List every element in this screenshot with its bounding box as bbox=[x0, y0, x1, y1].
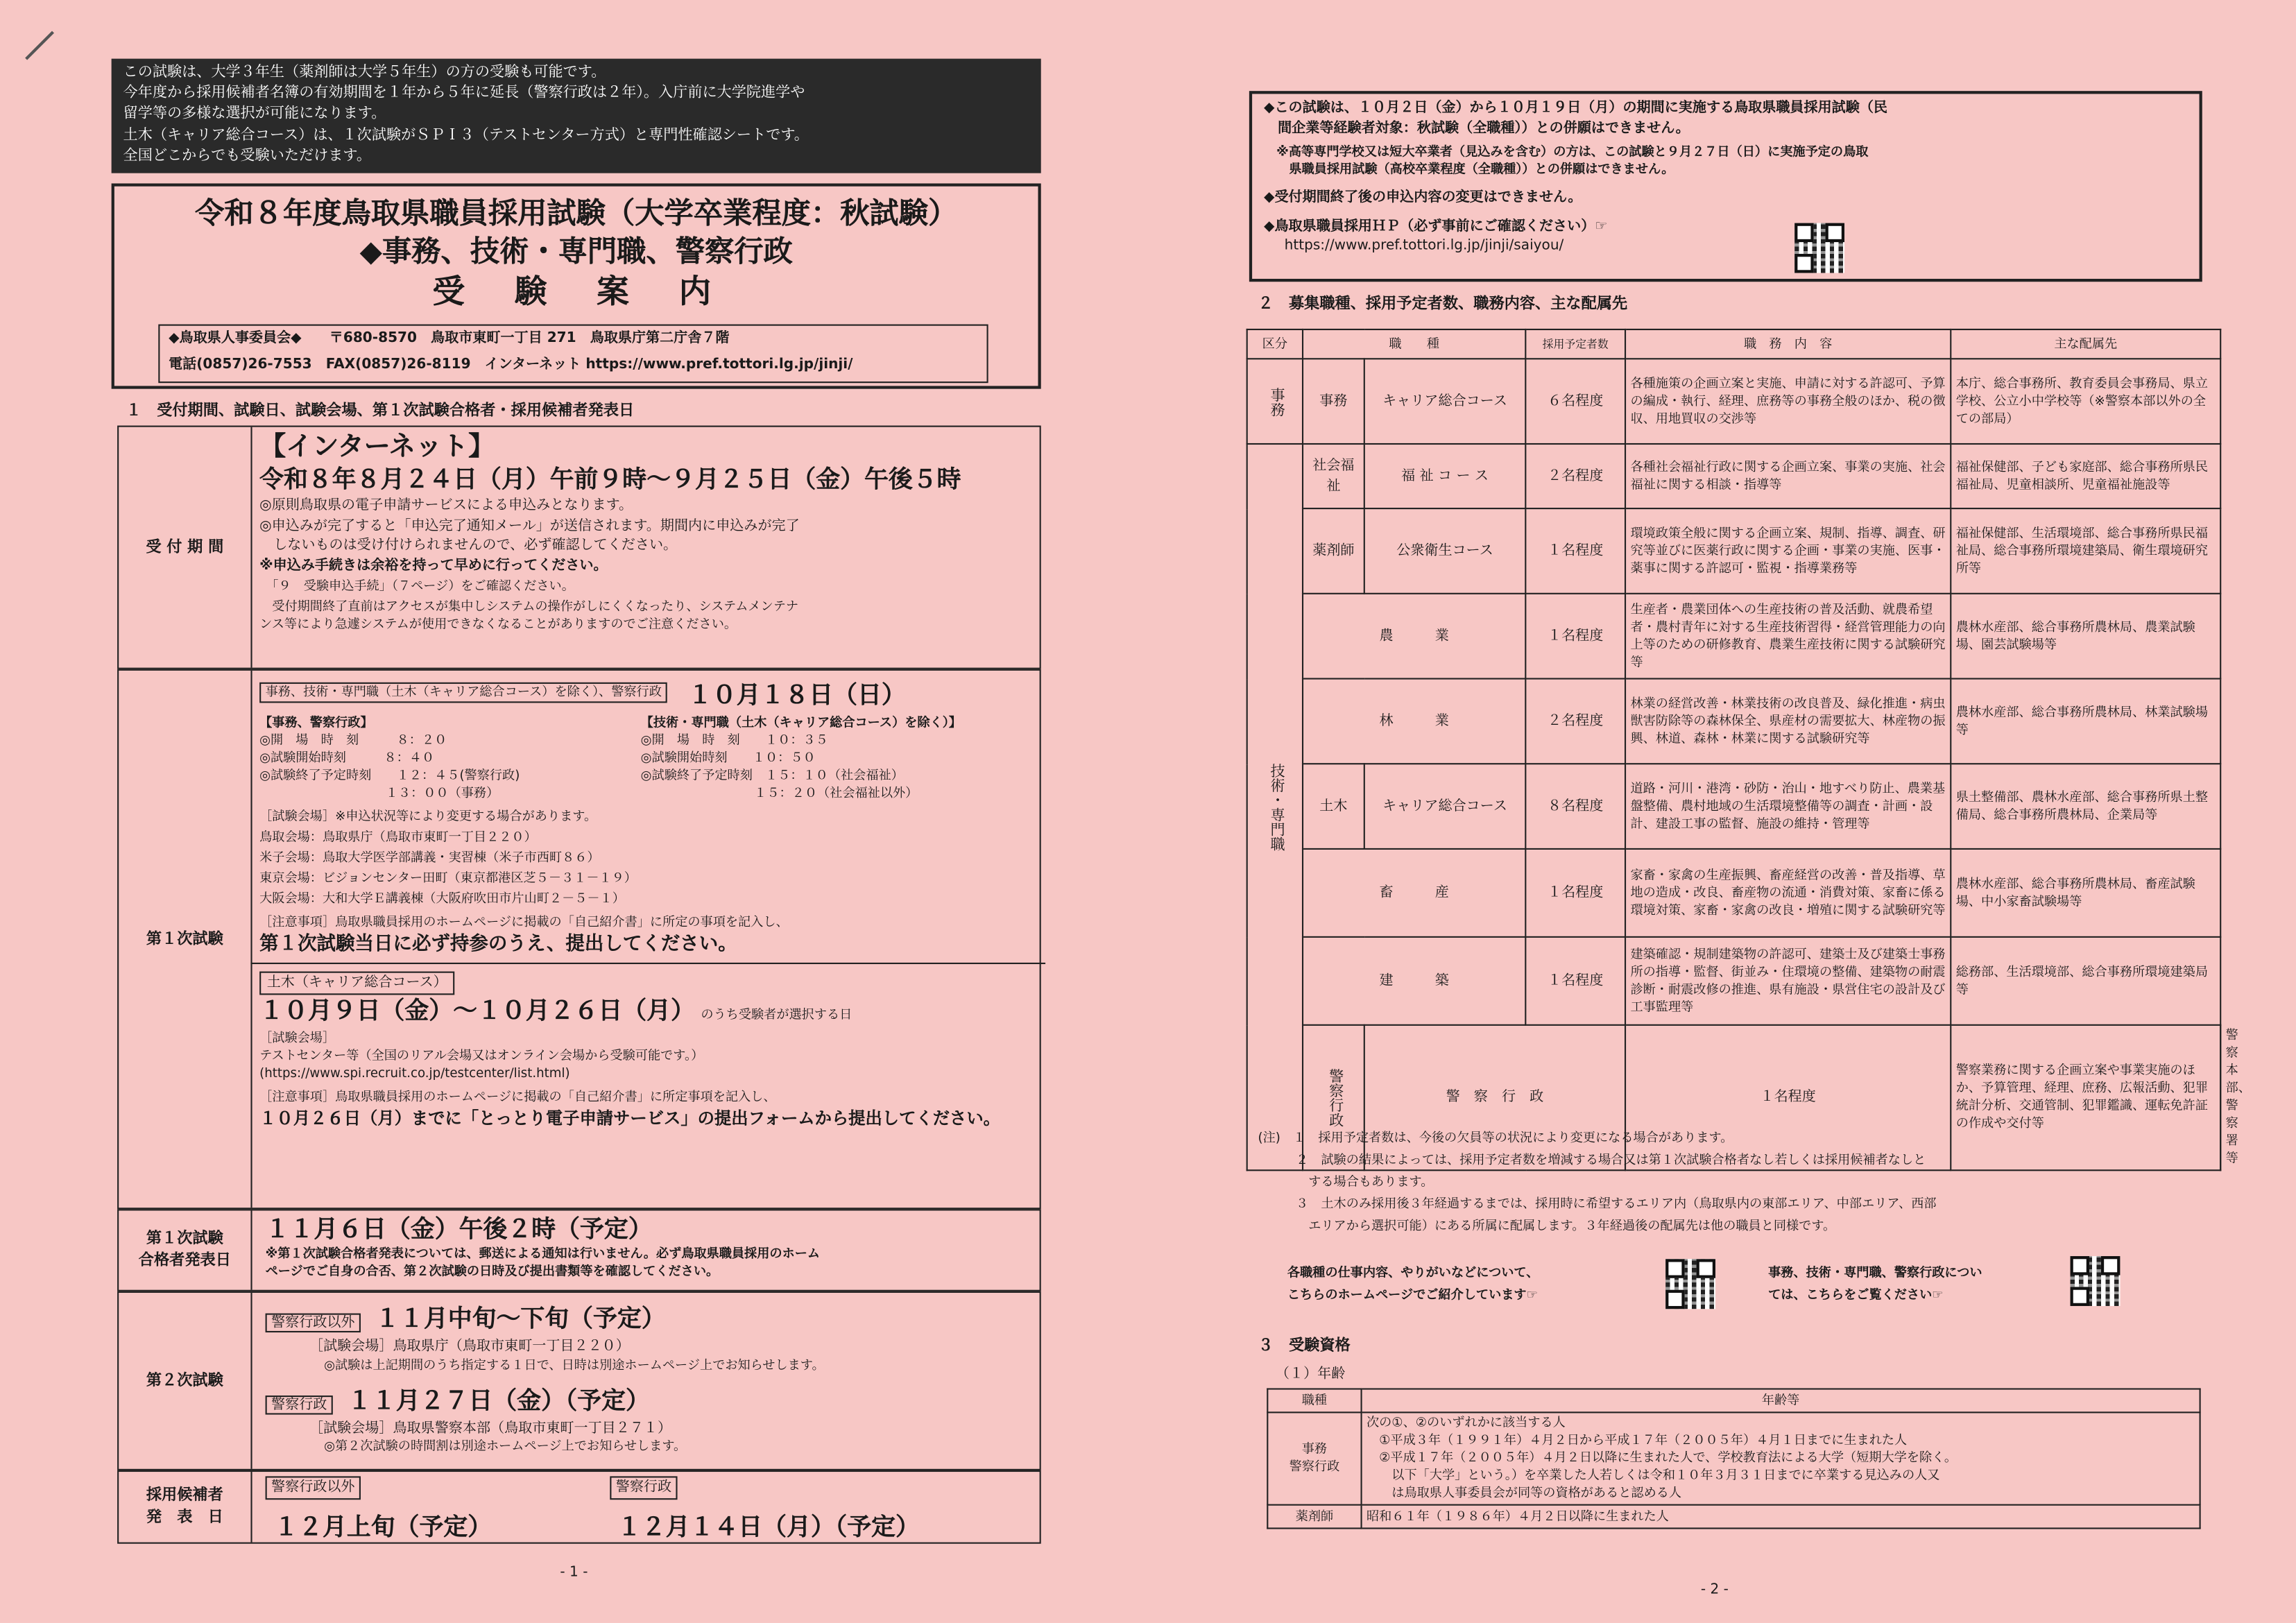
important-line: ※高等専門学校又は短大卒業者（見込みを含む）の方は、この試験と９月２７日（日）に実施予定の鳥取 bbox=[1264, 145, 1869, 161]
schedule-line: ◎試験終了予定時刻 １５：１０（社会福祉） bbox=[640, 768, 904, 784]
dept-cell: 本庁、総合事務所、教育委員会事務局、県立学校、公立小中学校等（※警察本部以外の全ての部局） bbox=[1951, 359, 2220, 444]
duty-cell: 環境政策全般に関する企画立案、規制、指導、調査、研究等並びに医薬行政に関する企画・事業の実施、医事・薬事に関する許認可・監視・指導業務等 bbox=[1625, 508, 1951, 594]
exam-tag: 警察行政 bbox=[610, 1476, 677, 1499]
schedule-line: ◎開 場 時 刻 ８：２０ bbox=[259, 733, 447, 749]
doboku-date: １０月９日（金）～１０月２６日（月） bbox=[259, 995, 695, 1024]
table-notes bbox=[1258, 1130, 2197, 1235]
count-cell: １名程度 bbox=[1625, 1025, 1951, 1170]
exam-tag: 警察行政 bbox=[266, 1395, 333, 1414]
dept-cell: 農林水産部、総合事務所農林局、農業試験場、園芸試験場等 bbox=[1951, 594, 2220, 679]
course-cell: 公衆衛生コース bbox=[1364, 508, 1526, 594]
duty-cell: 建築確認・規制建築物の許認可、建築士及び建築士事務所の指導・監督、街並み・住環境の整備、建築物の耐震診断・耐震改修の推進、県有施設・県営住宅の設計及び工事監理等 bbox=[1625, 937, 1951, 1025]
category-cell bbox=[1247, 444, 1303, 1170]
org-line: ◆鳥取県人事委員会◆ 〒680-8570 鳥取市東町一丁目 271 鳥取県庁第二庁舎７階 bbox=[169, 330, 730, 347]
first-exam-warning: 第１次試験当日に必ず持参のうえ、提出してください。 bbox=[259, 933, 737, 956]
important-line: 県職員採用試験（高校卒業程度（全職種））との併願はできません。 bbox=[1264, 163, 1674, 178]
table-row bbox=[1247, 764, 2221, 849]
category-label: 技術・専門職 bbox=[1267, 763, 1283, 852]
first-pass-note: ※第１次試験合格者発表については、郵送による通知は行いません。必ず鳥取県職員採用のホーム bbox=[265, 1247, 821, 1262]
job-cell: 建 築 bbox=[1303, 937, 1525, 1025]
first-exam-date: １０月１８日（日） bbox=[687, 680, 906, 709]
reception-note: しないものは受け付けられませんので、必ず確認してください。 bbox=[259, 537, 678, 554]
page-number: - 2 - bbox=[1700, 1581, 1729, 1598]
count-cell: ８名程度 bbox=[1525, 764, 1625, 849]
venue-line: ［試験会場］鳥取県警察本部（鳥取市東町一丁目２７１） bbox=[309, 1420, 672, 1436]
table-row bbox=[1247, 679, 2221, 764]
first-pass-row bbox=[117, 1209, 1041, 1291]
second-exam-row bbox=[117, 1291, 1041, 1470]
second-exam-note: ◎第２次試験の時間割は別途ホームページ上でお知らせします。 bbox=[324, 1439, 687, 1455]
table-row: 警察行政 警 察 行 政 １名程度 警察業務に関する企画立案や事業実施のほか、予算管理、経理、庶務、広報活動、犯罪統計分析、交通管制、犯罪鑑識、運転免許証の作成や交付等 警察本部、警察署等 bbox=[1247, 1025, 2221, 1170]
table-row bbox=[1247, 849, 2221, 937]
title-box bbox=[112, 183, 1041, 388]
link-text: 各職種の仕事内容、やりがいなどについて、 bbox=[1287, 1266, 1539, 1282]
column-header: 職種 bbox=[1267, 1389, 1361, 1413]
dept-cell: 農林水産部、総合事務所農林局、畜産試験場、中小家畜試験場等 bbox=[1951, 849, 2220, 937]
duty-cell: 林業の経営改善・林業技術の改良普及、緑化推進・病虫獣害防除等の森林保全、県産材の需要拡大、林産物の振興、林道、森林・林業に関する試験研究等 bbox=[1625, 679, 1951, 764]
job-cell: 警 察 行 政 bbox=[1364, 1025, 1625, 1170]
schedule-head: 【技術・専門職（土木（キャリア総合コース）を除く）】 bbox=[640, 716, 961, 731]
job-cell: 林 業 bbox=[1303, 679, 1525, 764]
important-line: ◆受付期間終了後の申込内容の変更はできません。 bbox=[1264, 189, 1582, 206]
testcenter-link[interactable]: (https://www.spi.recruit.co.jp/testcenter/list.html) bbox=[259, 1066, 570, 1081]
second-exam-note: ◎試験は上記期間のうち指定する１日で、日時は別途ホームページ上でお知らせします。 bbox=[324, 1358, 825, 1373]
column-header: 区分 bbox=[1247, 329, 1303, 359]
job-cell: 社会福祉 bbox=[1303, 444, 1364, 508]
dept-cell: 県土整備部、農林水産部、総合事務所県土整備局、総合事務所農林局、企業局等 bbox=[1951, 764, 2220, 849]
count-cell: １名程度 bbox=[1525, 849, 1625, 937]
reception-note: ◎原則鳥取県の電子申請サービスによる申込みとなります。 bbox=[259, 497, 633, 514]
schedule-line: ◎試験開始時刻 １０：５０ bbox=[640, 751, 816, 766]
table-header bbox=[1247, 329, 2221, 359]
job-cell: 薬剤師 bbox=[1303, 508, 1364, 594]
doboku-warning: １０月２６日（月）までに「とっとり電子申請サービス」の提出フォームから提出してください。 bbox=[259, 1107, 1000, 1128]
schedule-line: １５：２０（社会福祉以外） bbox=[640, 787, 918, 802]
dept-cell: 農林水産部、総合事務所農林局、林業試験場等 bbox=[1951, 679, 2220, 764]
contact-box bbox=[158, 325, 988, 384]
category-cell: 薬剤師 bbox=[1267, 1505, 1361, 1529]
note-line: ３ 土木のみ採用後３年経過するまでは、採用時に希望するエリア内（鳥取県内の東部エリア、中部エリア、西部 bbox=[1258, 1197, 1937, 1212]
table-header bbox=[1267, 1389, 2200, 1413]
document-title: 令和８年度鳥取県職員採用試験（大学卒業程度：秋試験） bbox=[195, 195, 958, 231]
age-cell bbox=[1362, 1412, 2200, 1504]
count-cell: ２名程度 bbox=[1525, 679, 1625, 764]
row-label-line: 発 表 日 bbox=[146, 1508, 223, 1527]
count-cell: ６名程度 bbox=[1525, 359, 1625, 444]
notice-line: 留学等の多様な選択が可能になります。 bbox=[123, 106, 386, 123]
age-line: は鳥取県人事委員会が同等の資格があると認める人 bbox=[1366, 1486, 1682, 1502]
contact-line: 電話(0857)26-7553 FAX(0857)26-8119 インターネット https://www.pref.tottori.lg.jp/jinji/ bbox=[169, 356, 853, 372]
reception-note: ンス等により急遽システムが使用できなくなることがありますのでご注意ください。 bbox=[259, 618, 737, 633]
row-label-line: 第１次試験 bbox=[146, 1229, 223, 1248]
exam-tag: 警察行政以外 bbox=[266, 1476, 361, 1499]
schedule-head: 【事務、警察行政】 bbox=[259, 716, 373, 731]
notice-line: 全国どこからでも受験いただけます。 bbox=[123, 148, 371, 164]
internet-heading: 【インターネット】 bbox=[259, 431, 495, 463]
doboku-note: ［注意事項］鳥取県職員採用のホームページに掲載の「自己紹介書」に所定事項を記入し、 bbox=[259, 1090, 776, 1105]
important-line: ◆この試験は、１０月２日（金）から１０月１９日（月）の期間に実施する鳥取県職員採用試験（民 bbox=[1264, 99, 1887, 117]
age-line: 昭和６１年（１９８６年）４月２日以降に生まれた人 bbox=[1362, 1505, 2200, 1529]
schedule-line: ◎試験終了予定時刻 １２：４５(警察行政) bbox=[259, 768, 520, 784]
venue-line: 大阪会場：大和大学Ｅ講義棟（大阪府吹田市片山町２－５－１） bbox=[259, 892, 625, 907]
table-row bbox=[1247, 937, 2221, 1025]
link-text: こちらのホームページでご紹介しています☞ bbox=[1287, 1288, 1538, 1303]
row-label: 受 付 期 間 bbox=[119, 427, 252, 668]
duty-cell: 家畜・家禽の生産振興、畜産経営の改善・普及指導、草地の造成・改良、畜産物の流通・消費対策、家畜に係る環境対策、家畜・家禽の改良・増殖に関する試験研究等 bbox=[1625, 849, 1951, 937]
recruit-hp-link[interactable]: https://www.pref.tottori.lg.jp/jinji/saiyou/ bbox=[1284, 238, 1564, 255]
important-line: ◆鳥取県職員採用ＨＰ（必ず事前にご確認ください）☞ bbox=[1264, 218, 1608, 235]
row-label: 第２次試験 bbox=[119, 1293, 252, 1469]
duty-cell: 警察業務に関する企画立案や事業実施のほか、予算管理、経理、庶務、広報活動、犯罪統計分析、交通管制、犯罪鑑識、運転免許証の作成や交付等 bbox=[1951, 1025, 2220, 1170]
count-cell: １名程度 bbox=[1525, 508, 1625, 594]
link-text: ては、こちらをご覧ください☞ bbox=[1768, 1288, 1944, 1303]
important-box bbox=[1249, 91, 2202, 282]
venue-line: ［試験会場］鳥取県庁（鳥取市東町一丁目２２０） bbox=[309, 1338, 630, 1355]
duty-cell: 各種施策の企画立案と実施、申請に対する許認可、予算の編成・執行、経理、庶務等の事務全般のほか、税の徴収、用地買収の交渉等 bbox=[1625, 359, 1951, 444]
dept-cell: 福祉保健部、子ども家庭部、総合事務所県民福祉局、児童相談所、児童福祉施設等 bbox=[1951, 444, 2220, 508]
venue-line: 東京会場：ビジョンセンター田町（東京都港区芝５－３１－１９） bbox=[259, 871, 637, 886]
second-exam-date: １１月２７日（金）（予定） bbox=[347, 1386, 650, 1414]
row-label: 第１次試験 bbox=[119, 671, 252, 1208]
qr-code-icon[interactable] bbox=[2071, 1256, 2121, 1306]
first-pass-note: ページでご自身の合否、第２次試験の日時及び提出書類等を確認してください。 bbox=[265, 1264, 719, 1280]
course-cell: キャリア総合コース bbox=[1364, 359, 1526, 444]
exam-tag: 事務、技術・専門職（土木（キャリア総合コース）を除く）、警察行政 bbox=[259, 682, 667, 703]
schedule-line: １３：００（事務） bbox=[259, 787, 499, 802]
section-3-title: ３ 受験資格 bbox=[1258, 1337, 1351, 1355]
page-number: - 1 - bbox=[560, 1564, 588, 1581]
job-cell: 畜 産 bbox=[1303, 849, 1525, 937]
table-row bbox=[1247, 508, 2221, 594]
notice-box bbox=[112, 59, 1041, 173]
pencil-mark bbox=[25, 31, 54, 60]
venue-head: ［試験会場］※申込状況等により変更する場合があります。 bbox=[259, 809, 597, 825]
course-cell: キャリア総合コース bbox=[1364, 764, 1526, 849]
duty-cell: 生産者・農業団体への生産技術の普及活動、就農希望者・農村青年に対する生産技術習得・経営管理能力の向上等のための研修教育、農業生産技術に関する試験研究等 bbox=[1625, 594, 1951, 679]
section-2-title: ２ 募集職種、採用予定者数、職務内容、主な配属先 bbox=[1258, 295, 1628, 313]
column-header: 年齢等 bbox=[1362, 1389, 2200, 1413]
note-line: エリアから選択可能）にある所属に配属します。３年経過後の配属先は他の職員と同様です。 bbox=[1258, 1219, 1836, 1235]
dept-cell: 福祉保健部、生活環境部、総合事務所県民福祉局、総合事務所環境建築局、衛生環境研究所等 bbox=[1951, 508, 2220, 594]
age-line: 以下「大学」という。）を卒業した人若しくは令和１０年３月３１日までに卒業する見込みの人又 bbox=[1366, 1468, 1940, 1484]
count-cell: １名程度 bbox=[1525, 594, 1625, 679]
row-label bbox=[119, 1472, 252, 1543]
exam-tag: 土木（キャリア総合コース） bbox=[259, 972, 454, 995]
document-subtitle: ◆事務、技術・専門職、警察行政 bbox=[359, 233, 793, 269]
first-pass-date: １１月６日（金）午後２時（予定） bbox=[265, 1214, 653, 1243]
link-text: 事務、技術・専門職、警察行政につい bbox=[1768, 1266, 1982, 1282]
age-line: 次の①、②のいずれかに該当する人 bbox=[1366, 1416, 1566, 1431]
positions-table bbox=[1246, 329, 2251, 1171]
job-cell: 事務 bbox=[1303, 359, 1364, 444]
schedule-line: ◎試験開始時刻 ８：４０ bbox=[259, 751, 435, 766]
first-exam-row bbox=[117, 669, 1041, 1210]
duty-cell: 道路・河川・港湾・砂防・治山・地すべり防止、農業基盤整備、農村地域の生活環境整備等の調査・計画・設計、建設工事の監督、施設の維持・管理等 bbox=[1625, 764, 1951, 849]
venue-line: 鳥取会場：鳥取県庁（鳥取市東町一丁目２２０） bbox=[259, 830, 537, 845]
document-heading: 受 験 案 内 bbox=[432, 274, 720, 311]
age-table bbox=[1267, 1388, 2200, 1529]
venue-head: ［試験会場］ bbox=[259, 1031, 336, 1046]
duty-cell: 各種社会福祉行政に関する企画立案、事業の実施、社会福祉に関する相談・指導等 bbox=[1625, 444, 1951, 508]
table-row bbox=[1267, 1505, 2200, 1529]
column-header: 職 務 内 容 bbox=[1625, 329, 1951, 359]
column-header: 採用予定者数 bbox=[1525, 329, 1625, 359]
job-cell: 農 業 bbox=[1303, 594, 1525, 679]
table-row bbox=[1247, 594, 2221, 679]
count-cell: １名程度 bbox=[1525, 937, 1625, 1025]
age-line: ②平成１７年（２００５年）４月２日以降に生まれた人で、学校教育法による大学（短期大学を除く。 bbox=[1366, 1451, 1957, 1466]
row-label-line: 合格者発表日 bbox=[138, 1251, 231, 1270]
category-info-link[interactable] bbox=[1768, 1265, 1982, 1305]
qr-code-icon[interactable] bbox=[1665, 1259, 1715, 1309]
section-1-title: １ 受付期間、試験日、試験会場、第１次試験合格者・採用候補者発表日 bbox=[126, 402, 635, 420]
second-exam-date: １１月中旬～下旬（予定） bbox=[375, 1304, 666, 1333]
reception-note: 受付期間終了直前はアクセスが集中しシステムの操作がしにくくなったり、システムメンテナ bbox=[259, 601, 799, 616]
doboku-date-suffix: のうち受験者が選択する日 bbox=[701, 1007, 853, 1022]
job-info-link[interactable] bbox=[1287, 1265, 1539, 1305]
job-cell: 土木 bbox=[1303, 764, 1364, 849]
column-header: 職 種 bbox=[1303, 329, 1525, 359]
venue-line: 米子会場：鳥取大学医学部講義・実習棟（米子市西町８６） bbox=[259, 851, 600, 866]
schedule-line: ◎開 場 時 刻 １０：３５ bbox=[640, 733, 828, 749]
exam-tag: 警察行政以外 bbox=[266, 1314, 361, 1333]
important-line: 間企業等経験者対象：秋試験（全職種））との併願はできません。 bbox=[1264, 119, 1690, 136]
dept-cell: 総務部、生活環境部、総合事務所環境建築局等 bbox=[1951, 937, 2220, 1025]
category-cell: 事務 警察行政 bbox=[1267, 1412, 1361, 1504]
note-line: する場合もあります。 bbox=[1258, 1175, 1434, 1190]
venue-line: テストセンター等（全国のリアル会場又はオンライン会場から受験可能です。） bbox=[259, 1048, 704, 1064]
notice-line: 今年度から採用候補者名簿の有効期間を１年から５年に延長（警察行政は２年）。入庁前に大学院進学や bbox=[123, 85, 805, 102]
course-cell: 福 祉 コ ー ス bbox=[1364, 444, 1526, 508]
reception-row bbox=[117, 426, 1041, 669]
qr-code-icon[interactable] bbox=[1794, 223, 1844, 273]
column-header: 主な配属先 bbox=[1951, 329, 2220, 359]
reception-warning: ※申込み手続きは余裕を持って早めに行ってください。 bbox=[259, 557, 608, 574]
note-line: (注) １ 採用予定者数は、今後の欠員等の状況により変更になる場合があります。 bbox=[1258, 1131, 1733, 1147]
table-row bbox=[1247, 359, 2221, 444]
note-line: ２ 試験の結果によっては、採用予定者数を増減する場合又は第１次試験合格者なし若しくは採用候補者なしと bbox=[1258, 1153, 1926, 1169]
table-row bbox=[1247, 444, 2221, 508]
age-line: ①平成３年（１９９１年）４月２日から平成１７年（２００５年）４月１日までに生まれた人 bbox=[1366, 1434, 1908, 1449]
count-cell: ２名程度 bbox=[1525, 444, 1625, 508]
reception-period: 令和８年８月２４日（月）午前９時～９月２５日（金）午後５時 bbox=[259, 465, 961, 493]
row-label-line: 採用候補者 bbox=[146, 1486, 223, 1504]
subsection-age: （１）年齢 bbox=[1275, 1366, 1346, 1382]
category-cell: 警察行政 bbox=[1303, 1025, 1364, 1170]
reception-note: 「９ 受験申込手続」（７ページ）をご確認ください。 bbox=[259, 580, 574, 595]
first-exam-note: ［注意事項］鳥取県職員採用のホームページに掲載の「自己紹介書」に所定の事項を記入し、 bbox=[259, 916, 789, 931]
category-cell: 事務 bbox=[1247, 359, 1303, 444]
candidate-row bbox=[117, 1470, 1041, 1544]
candidate-date: １２月上旬（予定） bbox=[274, 1513, 492, 1541]
candidate-date: １２月１４日（月）（予定） bbox=[617, 1513, 920, 1541]
notice-line: 土木（キャリア総合コース）は、１次試験がＳＰＩ３（テストセンター方式）と専門性確認シートです。 bbox=[123, 127, 809, 144]
row-label bbox=[119, 1210, 252, 1289]
reception-note: ◎申込みが完了すると「申込完了通知メール」が送信されます。期間内に申込みが完了 bbox=[259, 517, 800, 534]
table-row bbox=[1267, 1412, 2200, 1504]
notice-line: この試験は、大学３年生（薬剤師は大学５年生）の方の受験も可能です。 bbox=[123, 65, 606, 81]
